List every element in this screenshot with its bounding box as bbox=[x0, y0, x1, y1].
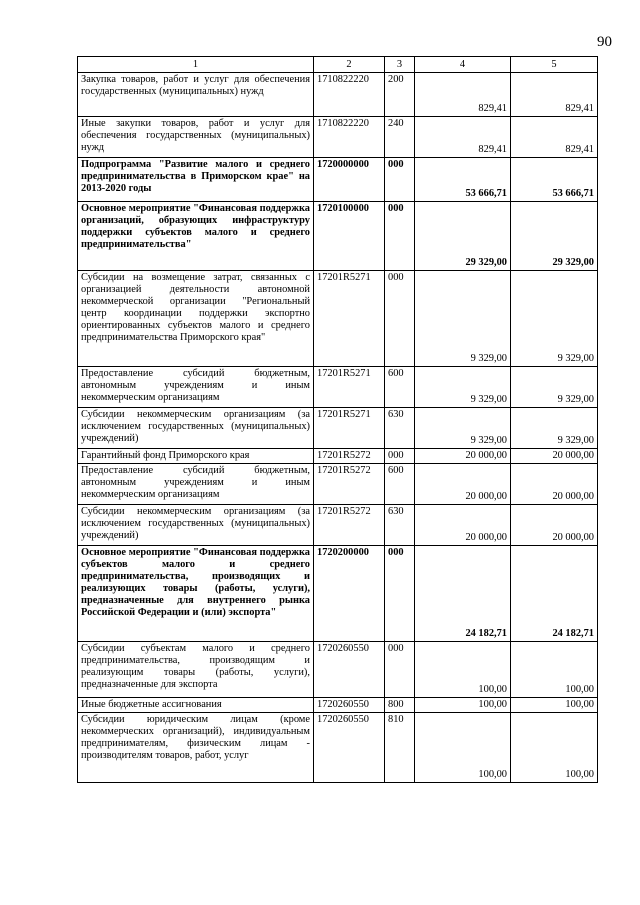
budget-table bbox=[77, 56, 598, 783]
row-amount-col4: 20 000,00 bbox=[415, 505, 511, 546]
row-amount-col5: 829,41 bbox=[511, 117, 598, 158]
row-expense-type: 630 bbox=[385, 408, 415, 449]
row-expense-type: 000 bbox=[385, 202, 415, 271]
table-row bbox=[78, 505, 598, 546]
row-expense-type: 200 bbox=[385, 73, 415, 117]
row-name: Субсидии некоммерческим организациям (за исключением государственных (муниципальных) учреждений) bbox=[78, 408, 314, 449]
row-target-code: 1710822220 bbox=[314, 73, 385, 117]
row-expense-type: 630 bbox=[385, 505, 415, 546]
row-name: Предоставление субсидий бюджетным, автономным учреждениям и иным некоммерческим организациям bbox=[78, 367, 314, 408]
row-expense-type: 800 bbox=[385, 698, 415, 713]
row-amount-col5: 20 000,00 bbox=[511, 449, 598, 464]
row-amount-col4: 100,00 bbox=[415, 698, 511, 713]
row-name: Основное мероприятие "Финансовая поддержка организаций, образующих инфраструктуру поддержки субъектов малого и среднего предпринимательства" bbox=[78, 202, 314, 271]
row-amount-col5: 24 182,71 bbox=[511, 546, 598, 642]
row-amount-col4: 9 329,00 bbox=[415, 271, 511, 367]
row-target-code: 1720260550 bbox=[314, 642, 385, 698]
row-amount-col4: 9 329,00 bbox=[415, 408, 511, 449]
row-target-code: 1720260550 bbox=[314, 713, 385, 783]
table-row bbox=[78, 73, 598, 117]
row-amount-col5: 9 329,00 bbox=[511, 408, 598, 449]
column-header-5: 5 bbox=[511, 57, 598, 73]
row-amount-col4: 53 666,71 bbox=[415, 158, 511, 202]
row-target-code: 1720200000 bbox=[314, 546, 385, 642]
column-header-2: 2 bbox=[314, 57, 385, 73]
row-target-code: 17201R5271 bbox=[314, 367, 385, 408]
row-amount-col5: 9 329,00 bbox=[511, 367, 598, 408]
table-row bbox=[78, 117, 598, 158]
row-expense-type: 600 bbox=[385, 367, 415, 408]
row-name: Субсидии юридическим лицам (кроме некоммерческих организаций), индивидуальным предпринимателям, физическим лицам - производителям товаров, работ, услуг bbox=[78, 713, 314, 783]
row-target-code: 17201R5271 bbox=[314, 271, 385, 367]
row-expense-type: 600 bbox=[385, 464, 415, 505]
row-target-code: 17201R5272 bbox=[314, 449, 385, 464]
row-name: Иные бюджетные ассигнования bbox=[78, 698, 314, 713]
row-name: Подпрограмма "Развитие малого и среднего предпринимательства в Приморском крае" на 2013-2020 годы bbox=[78, 158, 314, 202]
row-name: Закупка товаров, работ и услуг для обеспечения государственных (муниципальных) нужд bbox=[78, 73, 314, 117]
table-header-row bbox=[78, 57, 598, 73]
row-name: Иные закупки товаров, работ и услуг для обеспечения государственных (муниципальных) нужд bbox=[78, 117, 314, 158]
table-row bbox=[78, 158, 598, 202]
row-amount-col4: 20 000,00 bbox=[415, 464, 511, 505]
row-expense-type: 000 bbox=[385, 271, 415, 367]
row-amount-col4: 24 182,71 bbox=[415, 546, 511, 642]
table-row bbox=[78, 449, 598, 464]
row-name: Гарантийный фонд Приморского края bbox=[78, 449, 314, 464]
table-row bbox=[78, 546, 598, 642]
table-row bbox=[78, 271, 598, 367]
row-expense-type: 000 bbox=[385, 449, 415, 464]
table-row bbox=[78, 713, 598, 783]
table-row bbox=[78, 698, 598, 713]
row-expense-type: 000 bbox=[385, 546, 415, 642]
row-amount-col5: 9 329,00 bbox=[511, 271, 598, 367]
page-number: 90 bbox=[597, 34, 612, 50]
table-row bbox=[78, 408, 598, 449]
row-amount-col4: 100,00 bbox=[415, 713, 511, 783]
row-name: Субсидии субъектам малого и среднего предпринимательства, производящим и реализующим товары (работы, услуги), предназначенные для экспорта bbox=[78, 642, 314, 698]
row-target-code: 17201R5271 bbox=[314, 408, 385, 449]
table-row bbox=[78, 642, 598, 698]
row-amount-col5: 20 000,00 bbox=[511, 505, 598, 546]
row-target-code: 1720000000 bbox=[314, 158, 385, 202]
row-amount-col4: 100,00 bbox=[415, 642, 511, 698]
table-row bbox=[78, 367, 598, 408]
row-expense-type: 000 bbox=[385, 642, 415, 698]
row-amount-col4: 20 000,00 bbox=[415, 449, 511, 464]
column-header-4: 4 bbox=[415, 57, 511, 73]
row-amount-col5: 29 329,00 bbox=[511, 202, 598, 271]
row-expense-type: 240 bbox=[385, 117, 415, 158]
row-expense-type: 000 bbox=[385, 158, 415, 202]
row-name: Основное мероприятие "Финансовая поддержка субъектов малого и среднего предпринимательства, производящих и реализующих товары (работы, услуги), предназначенные для внутреннего рынка Российской Федерации и (или) экспорта" bbox=[78, 546, 314, 642]
row-name: Субсидии некоммерческим организациям (за исключением государственных (муниципальных) учреждений) bbox=[78, 505, 314, 546]
row-name: Субсидии на возмещение затрат, связанных с организацией деятельности автономной некоммерческой организации "Региональный центр координации поддержки экспортно ориентированных субъектов малого и среднего предпринимательства Приморского края" bbox=[78, 271, 314, 367]
row-name: Предоставление субсидий бюджетным, автономным учреждениям и иным некоммерческим организациям bbox=[78, 464, 314, 505]
row-amount-col5: 20 000,00 bbox=[511, 464, 598, 505]
row-amount-col5: 100,00 bbox=[511, 698, 598, 713]
row-target-code: 1720260550 bbox=[314, 698, 385, 713]
row-amount-col4: 829,41 bbox=[415, 73, 511, 117]
row-amount-col5: 829,41 bbox=[511, 73, 598, 117]
row-target-code: 1720100000 bbox=[314, 202, 385, 271]
table-row bbox=[78, 464, 598, 505]
table-row bbox=[78, 202, 598, 271]
row-amount-col5: 53 666,71 bbox=[511, 158, 598, 202]
row-amount-col4: 29 329,00 bbox=[415, 202, 511, 271]
row-amount-col4: 829,41 bbox=[415, 117, 511, 158]
row-expense-type: 810 bbox=[385, 713, 415, 783]
column-header-1: 1 bbox=[78, 57, 314, 73]
row-target-code: 17201R5272 bbox=[314, 464, 385, 505]
row-target-code: 17201R5272 bbox=[314, 505, 385, 546]
row-target-code: 1710822220 bbox=[314, 117, 385, 158]
row-amount-col5: 100,00 bbox=[511, 713, 598, 783]
row-amount-col5: 100,00 bbox=[511, 642, 598, 698]
row-amount-col4: 9 329,00 bbox=[415, 367, 511, 408]
column-header-3: 3 bbox=[385, 57, 415, 73]
